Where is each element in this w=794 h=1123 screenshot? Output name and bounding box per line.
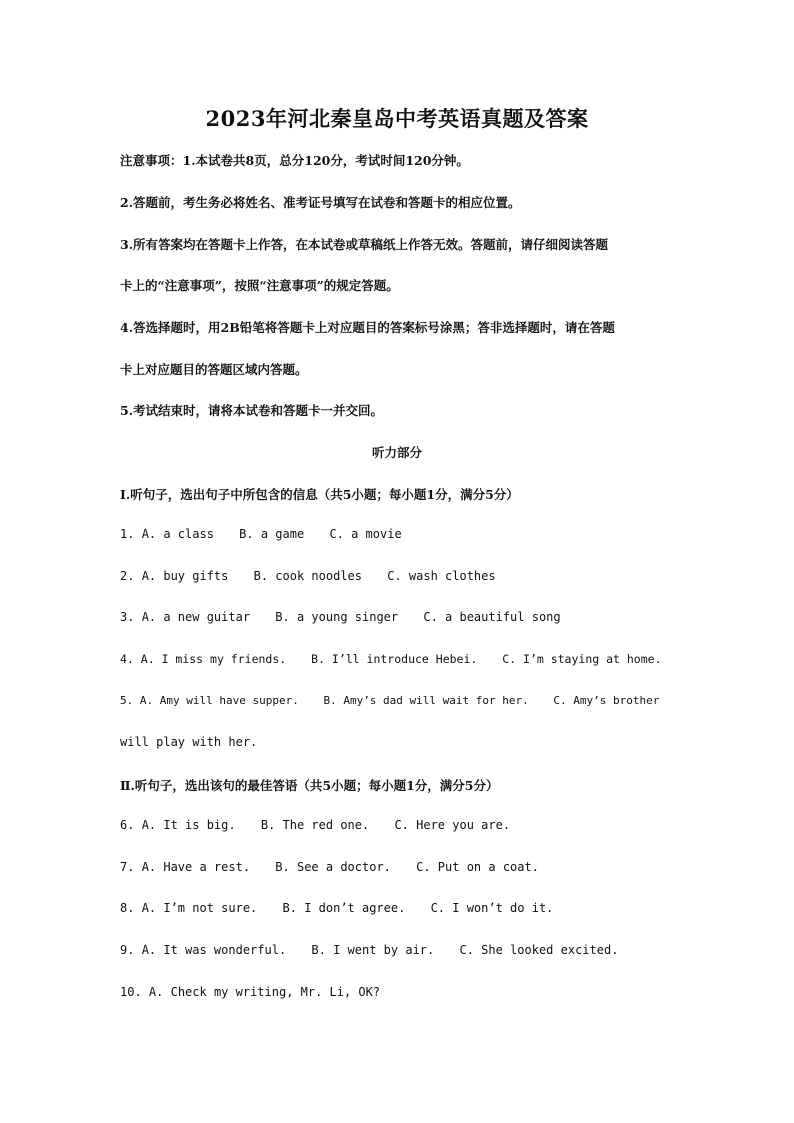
note-4a: 4.答选择题时，用2B铅笔将答题卡上对应题目的答案标号涂黑；答非选择题时，请在答题 <box>120 320 615 335</box>
option-c: C. a beautiful song <box>423 610 561 624</box>
page-title: 2023年河北秦皇岛中考英语真题及答案 <box>205 106 589 131</box>
note-5: 5.考试结束时，请将本试卷和答题卡一并交回。 <box>120 403 384 418</box>
option-b: B. a young singer <box>275 610 399 624</box>
option-a: A. I miss my friends. <box>140 652 287 666</box>
question-7 <box>120 860 680 874</box>
part2-heading: Ⅱ.听句子，选出该句的最佳答语（共5小题；每小题1分，满分5分） <box>120 778 499 793</box>
question-8 <box>120 901 680 915</box>
option-c: C. wash clothes <box>387 569 496 583</box>
question-number: 5. <box>120 694 134 707</box>
option-c: C. She looked excited. <box>459 943 619 957</box>
question-9 <box>120 943 680 957</box>
option-c: C. a movie <box>329 527 402 541</box>
question-number: 4. <box>120 652 134 666</box>
question-3 <box>120 610 680 624</box>
option-b: B. I’ll introduce Hebei. <box>311 652 478 666</box>
question-number: 6. <box>120 818 135 832</box>
note-1: 注意事项：1.本试卷共8页，总分120分，考试时间120分钟。 <box>120 153 469 168</box>
option-a: A. I’m not sure. <box>141 901 258 915</box>
note-3a: 3.所有答案均在答题卡上作答，在本试卷或草稿纸上作答无效。答题前，请仔细阅读答题 <box>120 237 609 252</box>
option-c: C. I’m staying at home. <box>502 652 662 666</box>
question-5-continued: will play with her. <box>120 735 258 749</box>
question-number: 8. <box>120 901 135 915</box>
question-number: 2. <box>120 569 135 583</box>
question-4 <box>120 652 680 666</box>
note-4b: 卡上对应题目的答题区域内答题。 <box>120 362 308 377</box>
question-2 <box>120 569 680 583</box>
note-2: 2.答题前，考生务必将姓名、准考证号填写在试卷和答题卡的相应位置。 <box>120 195 521 210</box>
option-a: A. Amy will have supper. <box>139 694 299 707</box>
option-c: C. Amy’s brother <box>553 694 660 707</box>
question-number: 1. <box>120 527 135 541</box>
option-b: B. The red one. <box>260 818 370 832</box>
question-number: 3. <box>120 610 135 624</box>
option-b: B. I don’t agree. <box>282 901 406 915</box>
section-title: 听力部分 <box>371 445 422 460</box>
question-5 <box>120 694 680 707</box>
question-number: 9. <box>120 943 135 957</box>
option-a: A. buy gifts <box>141 569 229 583</box>
option-b: B. cook noodles <box>253 569 362 583</box>
question-number: 7. <box>120 860 135 874</box>
question-1 <box>120 527 680 541</box>
question-6 <box>120 818 680 832</box>
option-c: C. Put on a coat. <box>416 860 539 874</box>
question-number: 10. <box>120 985 142 999</box>
option-b: B. Amy’s dad will wait for her. <box>323 694 529 707</box>
option-c: C. Here you are. <box>394 818 511 832</box>
option-b: B. See a doctor. <box>275 860 391 874</box>
option-c: C. I won’t do it. <box>430 901 554 915</box>
option-b: B. a game <box>239 527 305 541</box>
option-a: A. Check my writing, Mr. Li, OK? <box>148 985 381 999</box>
question-10 <box>120 985 680 999</box>
option-a: A. It is big. <box>141 818 236 832</box>
part1-heading: Ⅰ.听句子，选出句子中所包含的信息（共5小题；每小题1分，满分5分） <box>120 487 519 502</box>
option-a: A. a new guitar <box>141 610 251 624</box>
option-a: A. Have a rest. <box>141 860 251 874</box>
option-b: B. I went by air. <box>311 943 435 957</box>
option-a: A. a class <box>141 527 214 541</box>
option-a: A. It was wonderful. <box>141 943 287 957</box>
note-3b: 卡上的“注意事项”，按照“注意事项”的规定答题。 <box>120 278 399 293</box>
